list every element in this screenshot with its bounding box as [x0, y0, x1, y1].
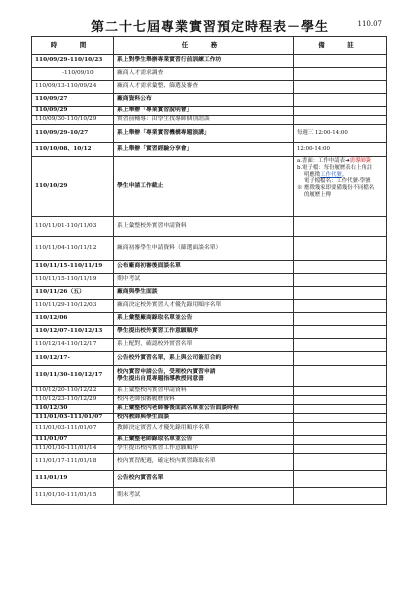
row-note	[294, 454, 387, 471]
table-row	[32, 274, 387, 287]
row-note	[294, 217, 387, 237]
row-time: 110/11/26（五）	[32, 287, 114, 300]
header-time: 時 間	[32, 37, 114, 55]
row-time: 110/10/08、10/12	[32, 143, 114, 157]
row-note	[294, 313, 387, 326]
row-time: 110/11/01-110/11/03	[32, 217, 114, 237]
row-time: 111/01/10-111/01/14	[32, 445, 114, 454]
row-task: 廠商初審學生申請資料（篩選面談名單）	[114, 237, 294, 261]
table-row	[32, 352, 387, 366]
row-note	[294, 405, 387, 414]
row-time: 111/01/07	[32, 436, 114, 445]
row-task: 廠商人才需求調查	[114, 68, 294, 81]
row-time: -110/09/10	[32, 68, 114, 81]
row-time: 110/12/20-110/12/22	[32, 387, 114, 396]
row-note: 12:00-14:00	[294, 143, 387, 157]
table-row	[32, 107, 387, 116]
table-row	[32, 423, 387, 436]
table-row	[32, 217, 387, 237]
row-task: 期末考試	[114, 488, 294, 505]
row-time: 110/12/17-	[32, 352, 114, 366]
row-note	[294, 287, 387, 300]
row-time: 111/01/17-111/01/18	[32, 454, 114, 471]
row-note	[294, 237, 387, 261]
row-task: 學生提出校外實習工作意願順序	[114, 326, 294, 339]
note-b-line1: b.電子檔：每份履歷表右上角註	[297, 164, 373, 171]
page-title: 第二十七屆專業實習預定時程表－學生	[90, 20, 329, 35]
row-note	[294, 488, 387, 505]
table-row	[32, 81, 387, 94]
row-time: 110/12/23-110/12/29	[32, 396, 114, 405]
row-time: 110/09/13-110/09/24	[32, 81, 114, 94]
row-time: 110/11/29-110/12/03	[32, 300, 114, 313]
note-a-text: a.書面：工作申請表	[297, 158, 346, 164]
document-number: 110.07	[357, 20, 382, 28]
note-b-line3: 電子檔檔名：工作代號-學號	[304, 178, 371, 185]
row-note	[294, 261, 387, 274]
table-row	[32, 405, 387, 414]
note-c-line1: ※ 應徵幾家即要備幾份不同檔名	[297, 185, 375, 191]
row-task: 系上舉辦「專業實習機構專題演講」	[114, 125, 294, 143]
row-task: 系上配對，確認校外實習名單	[114, 339, 294, 352]
row-note	[294, 445, 387, 454]
row-task: 實習前輔導：由學生找導師個別諮談	[114, 116, 294, 125]
arrow-icon: ➔	[345, 158, 350, 164]
row-time: 110/12/07-110/12/13	[32, 326, 114, 339]
row-time: 110/11/15-110/11/19	[32, 261, 114, 274]
row-task: 期中考試	[114, 274, 294, 287]
row-time: 110/12/14-110/12/17	[32, 339, 114, 352]
row-note	[294, 157, 387, 217]
table-row	[32, 387, 387, 396]
table-row	[32, 125, 387, 143]
row-time: 110/09/29-110/10/23	[32, 55, 114, 68]
row-time: 110/12/06	[32, 313, 114, 326]
row-note: 每週三 12:00-14:00	[294, 125, 387, 143]
row-task: 公告校外實習名單，系上與公司簽訂合約	[114, 352, 294, 366]
row-time: 110/11/15-110/11/19	[32, 274, 114, 287]
row-note	[294, 116, 387, 125]
schedule-table	[31, 36, 387, 505]
row-task: 校內教師與學生面談	[114, 414, 294, 423]
table-row	[32, 366, 387, 387]
table-row	[32, 94, 387, 107]
row-note	[294, 423, 387, 436]
table-row	[32, 116, 387, 125]
row-time: 110/11/30-110/12/17	[32, 366, 114, 387]
row-time: 111/01/10-111/01/15	[32, 488, 114, 505]
table-row	[32, 488, 387, 505]
table-row	[32, 471, 387, 488]
table-row	[32, 414, 387, 423]
row-task: 公布廠商初審後面談名單	[114, 261, 294, 274]
table-row	[32, 143, 387, 157]
table-row	[32, 445, 387, 454]
table-row	[32, 55, 387, 68]
table-row	[32, 339, 387, 352]
row-time: 110/09/30-110/10/29	[32, 116, 114, 125]
row-note	[294, 436, 387, 445]
row-task: 系上彙整校外實習申請資料	[114, 217, 294, 237]
table-row	[32, 287, 387, 300]
row-note	[294, 274, 387, 287]
table-row	[32, 261, 387, 274]
row-task: 學生提出校內實習工作意願順序	[114, 445, 294, 454]
row-task: 教師決定實習人才優先錄用順序名單	[114, 423, 294, 436]
row-task: 系上彙整老師錄取名單並公告	[114, 436, 294, 445]
row-note	[294, 107, 387, 116]
table-row	[32, 68, 387, 81]
table-row	[32, 454, 387, 471]
table-row	[32, 157, 387, 217]
table-row	[32, 300, 387, 313]
row-time: 110/09/27	[32, 94, 114, 107]
table-row	[32, 313, 387, 326]
row-task: 廠商與學生面談	[114, 287, 294, 300]
row-task: 系上彙整校內實習申請資料	[114, 387, 294, 396]
table-row	[32, 326, 387, 339]
row-note	[294, 471, 387, 488]
row-task: 系上彙整校內老師審後面試名單並公告面談時程	[114, 405, 294, 414]
row-time: 110/09/29	[32, 107, 114, 116]
job-code-link[interactable]: 工作代號	[320, 171, 342, 178]
row-note	[294, 68, 387, 81]
row-time: 110/10/29	[32, 157, 114, 217]
row-note	[294, 414, 387, 423]
row-time: 111/01/19	[32, 471, 114, 488]
note-c-line2: 的履歷上傳	[304, 191, 331, 198]
row-task: 廠商資料公布	[114, 94, 294, 107]
row-note	[294, 387, 387, 396]
row-task: 廠商決定校外實習人才優先錄用順序名單	[114, 300, 294, 313]
row-time: 111/01/03-111/01/07	[32, 423, 114, 436]
row-note	[294, 396, 387, 405]
row-time: 111/01/03-111/01/07	[32, 414, 114, 423]
row-note	[294, 94, 387, 107]
row-note	[294, 55, 387, 68]
header-task: 任 務	[114, 37, 294, 55]
row-time: 110/11/04-110/11/12	[32, 237, 114, 261]
row-task: 學生申請工作截止	[114, 157, 294, 217]
row-task: 系上舉辦「實習經驗分享會」	[114, 143, 294, 157]
table-row	[32, 237, 387, 261]
row-note	[294, 366, 387, 387]
header-note: 備 註	[294, 37, 387, 55]
row-task: 校內實習申請公告，受理校內實習申請 學生提出自覓專題指導教授同意書	[114, 366, 294, 387]
row-note	[294, 339, 387, 352]
row-task: 系上彙整廠商錄取名單並公告	[114, 313, 294, 326]
note-b-suffix: 。	[341, 171, 348, 178]
row-task: 廠商人才需求彙整、篩選及審查	[114, 81, 294, 94]
table-row	[32, 396, 387, 405]
note-b-prefix: 明應徵	[304, 171, 321, 178]
row-note	[294, 326, 387, 339]
row-task: 校內老師預審履歷資料	[114, 396, 294, 405]
table-header-row	[32, 37, 387, 55]
note-a-warning: 需導師簽	[349, 158, 372, 164]
schedule-body	[32, 55, 387, 505]
row-note	[294, 300, 387, 313]
row-task: 公告校內實習名單	[114, 471, 294, 488]
table-row	[32, 436, 387, 445]
row-note	[294, 352, 387, 366]
row-time: 110/12/30	[32, 405, 114, 414]
row-time: 110/09/29-10/27	[32, 125, 114, 143]
row-task: 系上舉辦「專業實習說明會」	[114, 107, 294, 116]
row-note	[294, 81, 387, 94]
row-task: 系上對學生舉辦專業實習行前訓練工作坊	[114, 55, 294, 68]
row-task: 校內實習配週，確定校內實習錄取名單	[114, 454, 294, 471]
